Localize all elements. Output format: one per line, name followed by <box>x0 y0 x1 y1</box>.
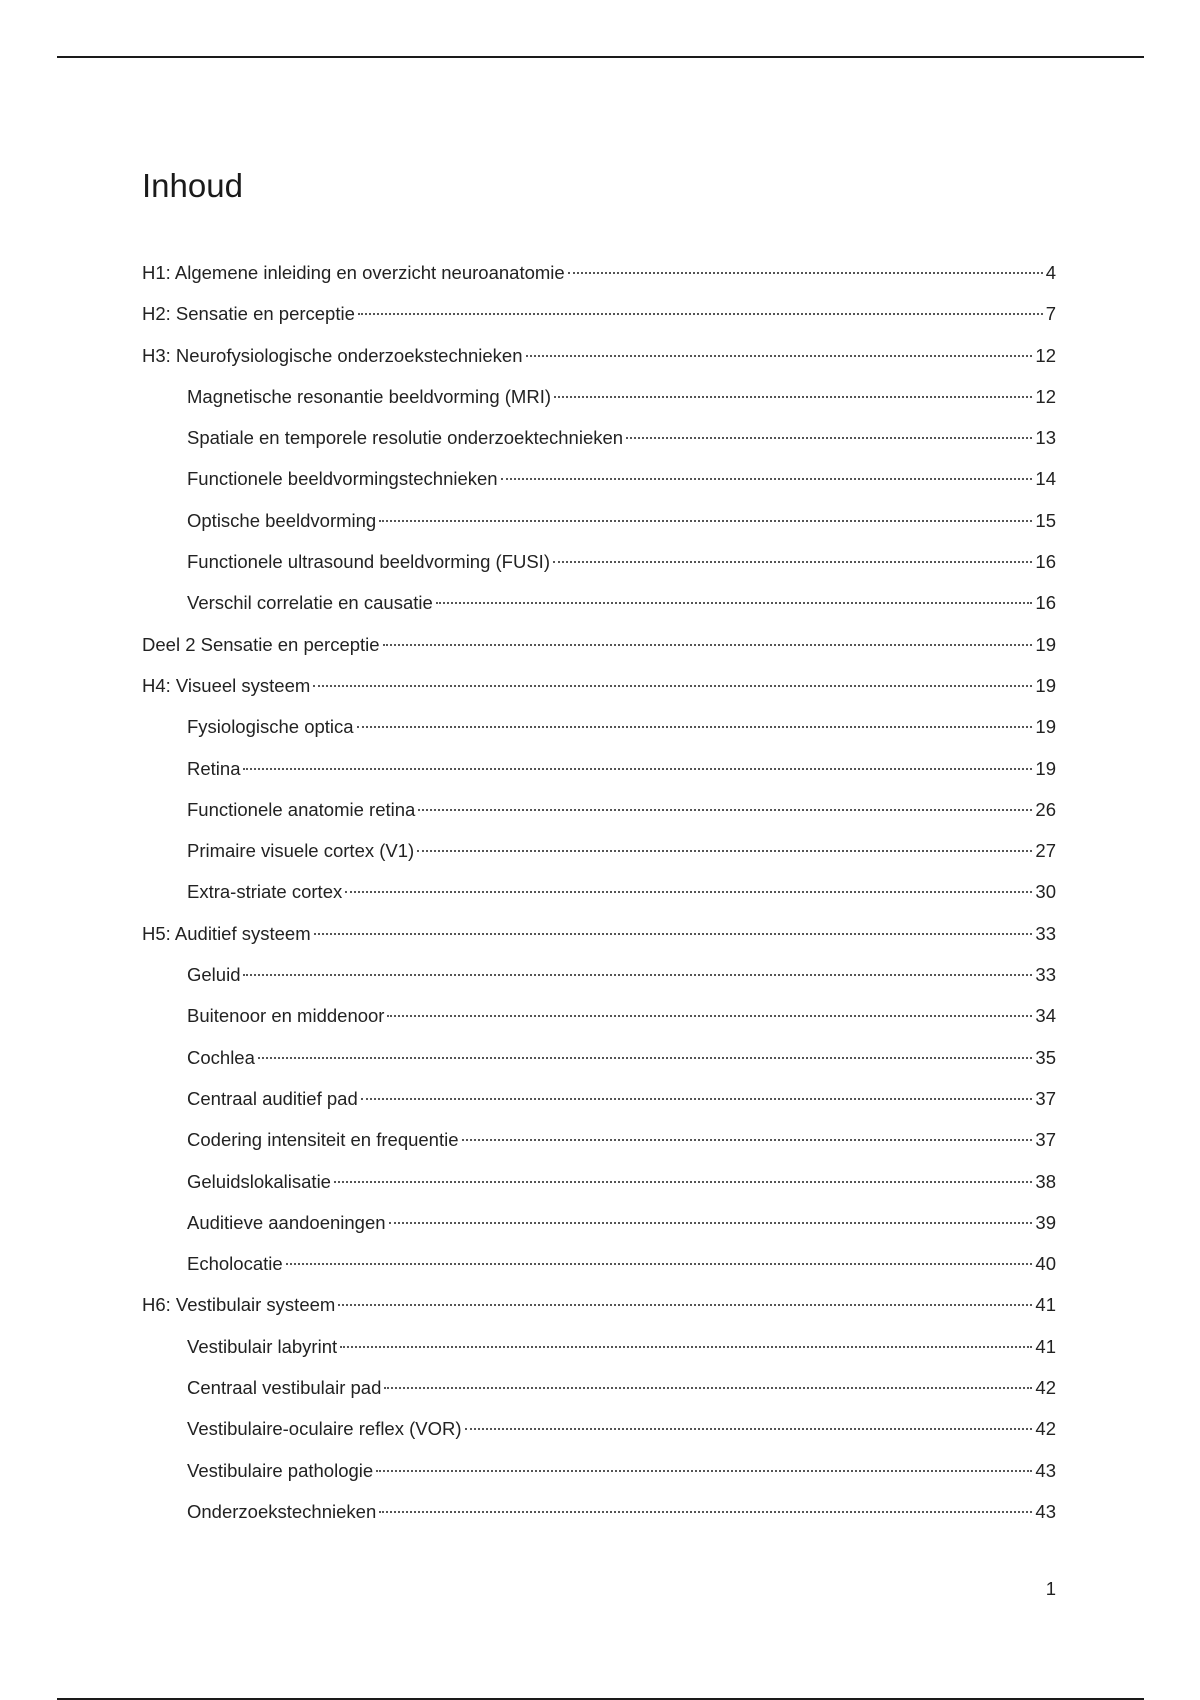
toc-entry-label: Functionele ultrasound beeldvorming (FUSI) <box>187 551 550 573</box>
dot-leader <box>358 313 1043 315</box>
toc-entry-page: 33 <box>1035 964 1056 986</box>
toc-entry[interactable] <box>142 624 1056 665</box>
toc-entry-label: Extra-striate cortex <box>187 881 343 903</box>
toc-entry-label: H3: Neurofysiologische onderzoekstechnieken <box>142 344 523 366</box>
toc-entry-label: Auditieve aandoeningen <box>187 1211 386 1233</box>
dot-leader <box>387 1015 1032 1017</box>
toc-entry[interactable] <box>142 665 1056 706</box>
toc-entry-page: 16 <box>1035 592 1056 614</box>
dot-leader <box>357 726 1033 728</box>
toc-entry-label: Retina <box>187 757 241 779</box>
toc-entry-label: Primaire visuele cortex (V1) <box>187 840 415 862</box>
toc-entry-page: 42 <box>1035 1418 1056 1440</box>
toc-entry-page: 43 <box>1035 1459 1056 1481</box>
toc-entry-page: 37 <box>1035 1129 1056 1151</box>
toc-entry-label: Functionele beeldvormingstechnieken <box>187 468 498 490</box>
toc-entry-label: Functionele anatomie retina <box>187 798 416 820</box>
dot-leader <box>361 1098 1033 1100</box>
page-number: 1 <box>1045 1578 1056 1599</box>
dot-leader <box>376 1470 1032 1472</box>
toc-entry-page: 42 <box>1035 1377 1056 1399</box>
toc-entry-page: 4 <box>1045 262 1056 283</box>
toc-entry-label: Centraal vestibulair pad <box>187 1377 382 1399</box>
toc-entry[interactable] <box>142 1450 1056 1491</box>
toc-entry-page: 35 <box>1035 1046 1056 1068</box>
toc-entry-page: 12 <box>1035 344 1056 366</box>
toc-entry-label: H2: Sensatie en perceptie <box>142 303 355 325</box>
toc-entry[interactable] <box>142 1037 1056 1078</box>
toc-entry[interactable] <box>142 293 1056 334</box>
dot-leader <box>389 1222 1033 1224</box>
toc-entry-label: Verschil correlatie en causatie <box>187 592 433 614</box>
toc-entry[interactable] <box>142 1284 1056 1325</box>
toc-entry[interactable] <box>142 417 1056 458</box>
toc-entry-page: 38 <box>1035 1170 1056 1192</box>
toc-entry[interactable] <box>142 1243 1056 1284</box>
toc-entry-page: 15 <box>1035 509 1056 531</box>
toc-entry-label: Optische beeldvorming <box>187 509 377 531</box>
toc-entry-page: 41 <box>1035 1294 1056 1316</box>
dot-leader <box>626 437 1032 439</box>
dot-leader <box>501 478 1033 480</box>
toc-entry-page: 19 <box>1035 633 1056 655</box>
toc-entry-label: Onderzoekstechnieken <box>187 1500 377 1522</box>
dot-leader <box>526 355 1033 357</box>
dot-leader <box>243 768 1032 770</box>
toc-entry[interactable] <box>142 1119 1056 1160</box>
toc-entry[interactable] <box>142 706 1056 747</box>
toc-entry[interactable] <box>142 954 1056 995</box>
toc-entry-page: 27 <box>1035 840 1056 862</box>
toc-entry[interactable] <box>142 1078 1056 1119</box>
toc-entry-page: 33 <box>1035 922 1056 944</box>
toc-entry[interactable] <box>142 871 1056 912</box>
dot-leader <box>462 1139 1033 1141</box>
toc-entry-label: Codering intensiteit en frequentie <box>187 1129 459 1151</box>
toc-entry-label: Vestibulaire-oculaire reflex (VOR) <box>187 1418 462 1440</box>
toc-entry-label: H6: Vestibulair systeem <box>142 1294 336 1316</box>
toc-entry-label: H4: Visueel systeem <box>142 674 311 696</box>
toc-entry-page: 16 <box>1035 551 1056 573</box>
toc-entry-page: 30 <box>1035 881 1056 903</box>
toc-entry-label: Geluid <box>187 964 241 986</box>
dot-leader <box>553 561 1032 563</box>
dot-leader <box>384 1387 1032 1389</box>
toc-entry-page: 40 <box>1035 1253 1056 1275</box>
toc-entry-page: 43 <box>1035 1500 1056 1522</box>
dot-leader <box>379 1511 1032 1513</box>
toc-entry-label: H1: Algemene inleiding en overzicht neuroanatomie <box>142 262 565 283</box>
toc-entry-page: 7 <box>1045 303 1056 325</box>
header-rule <box>57 56 1144 58</box>
dot-leader <box>334 1181 1032 1183</box>
dot-leader <box>554 396 1032 398</box>
toc-entry[interactable] <box>142 1408 1056 1449</box>
dot-leader <box>417 850 1032 852</box>
toc-entry-label: Cochlea <box>187 1046 255 1068</box>
toc-entry[interactable] <box>142 335 1056 376</box>
dot-leader <box>383 644 1033 646</box>
table-of-contents <box>142 252 1056 1532</box>
dot-leader <box>314 933 1033 935</box>
toc-entry-label: Magnetische resonantie beeldvorming (MRI) <box>187 385 552 407</box>
toc-entry-label: H5: Auditief systeem <box>142 922 311 944</box>
dot-leader <box>465 1428 1033 1430</box>
dot-leader <box>568 272 1043 274</box>
toc-entry-page: 19 <box>1035 674 1056 696</box>
dot-leader <box>436 602 1033 604</box>
toc-entry-page: 19 <box>1035 757 1056 779</box>
toc-entry-label: Buitenoor en middenoor <box>187 1005 385 1027</box>
toc-entry[interactable] <box>142 1161 1056 1202</box>
toc-entry[interactable] <box>142 995 1056 1036</box>
toc-entry-page: 39 <box>1035 1211 1056 1233</box>
toc-entry[interactable] <box>142 1367 1056 1408</box>
dot-leader <box>338 1304 1032 1306</box>
toc-entry-label: Geluidslokalisatie <box>187 1170 331 1192</box>
toc-entry-page: 12 <box>1035 385 1056 407</box>
dot-leader <box>379 520 1032 522</box>
toc-entry[interactable] <box>142 376 1056 417</box>
toc-entry[interactable] <box>142 1202 1056 1243</box>
dot-leader <box>258 1057 1033 1059</box>
toc-entry[interactable] <box>142 252 1056 293</box>
dot-leader <box>243 974 1032 976</box>
toc-entry[interactable] <box>142 1326 1056 1367</box>
toc-entry-label: Centraal auditief pad <box>187 1087 358 1109</box>
toc-entry-label: Vestibulaire pathologie <box>187 1459 374 1481</box>
toc-entry-page: 26 <box>1035 798 1056 820</box>
dot-leader <box>418 809 1032 811</box>
toc-entry[interactable] <box>142 913 1056 954</box>
toc-entry[interactable] <box>142 789 1056 830</box>
toc-entry-page: 13 <box>1035 427 1056 449</box>
toc-entry-label: Spatiale en temporele resolutie onderzoektechnieken <box>187 427 624 449</box>
toc-entry-page: 37 <box>1035 1087 1056 1109</box>
toc-entry[interactable] <box>142 582 1056 623</box>
toc-entry[interactable] <box>142 1491 1056 1532</box>
toc-entry-page: 14 <box>1035 468 1056 490</box>
toc-entry[interactable] <box>142 458 1056 499</box>
toc-entry-label: Fysiologische optica <box>187 716 354 738</box>
toc-entry[interactable] <box>142 830 1056 871</box>
toc-entry-label: Vestibulair labyrint <box>187 1335 338 1357</box>
dot-leader <box>340 1346 1032 1348</box>
toc-entry[interactable] <box>142 541 1056 582</box>
dot-leader <box>313 685 1032 687</box>
toc-entry-page: 41 <box>1035 1335 1056 1357</box>
toc-entry-page: 34 <box>1035 1005 1056 1027</box>
toc-entry-label: Echolocatie <box>187 1253 283 1275</box>
dot-leader <box>286 1263 1033 1265</box>
toc-entry[interactable] <box>142 500 1056 541</box>
toc-heading: Inhoud <box>142 167 243 204</box>
toc-entry-page: 19 <box>1035 716 1056 738</box>
toc-entry[interactable] <box>142 748 1056 789</box>
dot-leader <box>345 891 1032 893</box>
toc-entry-label: Deel 2 Sensatie en perceptie <box>142 633 380 655</box>
